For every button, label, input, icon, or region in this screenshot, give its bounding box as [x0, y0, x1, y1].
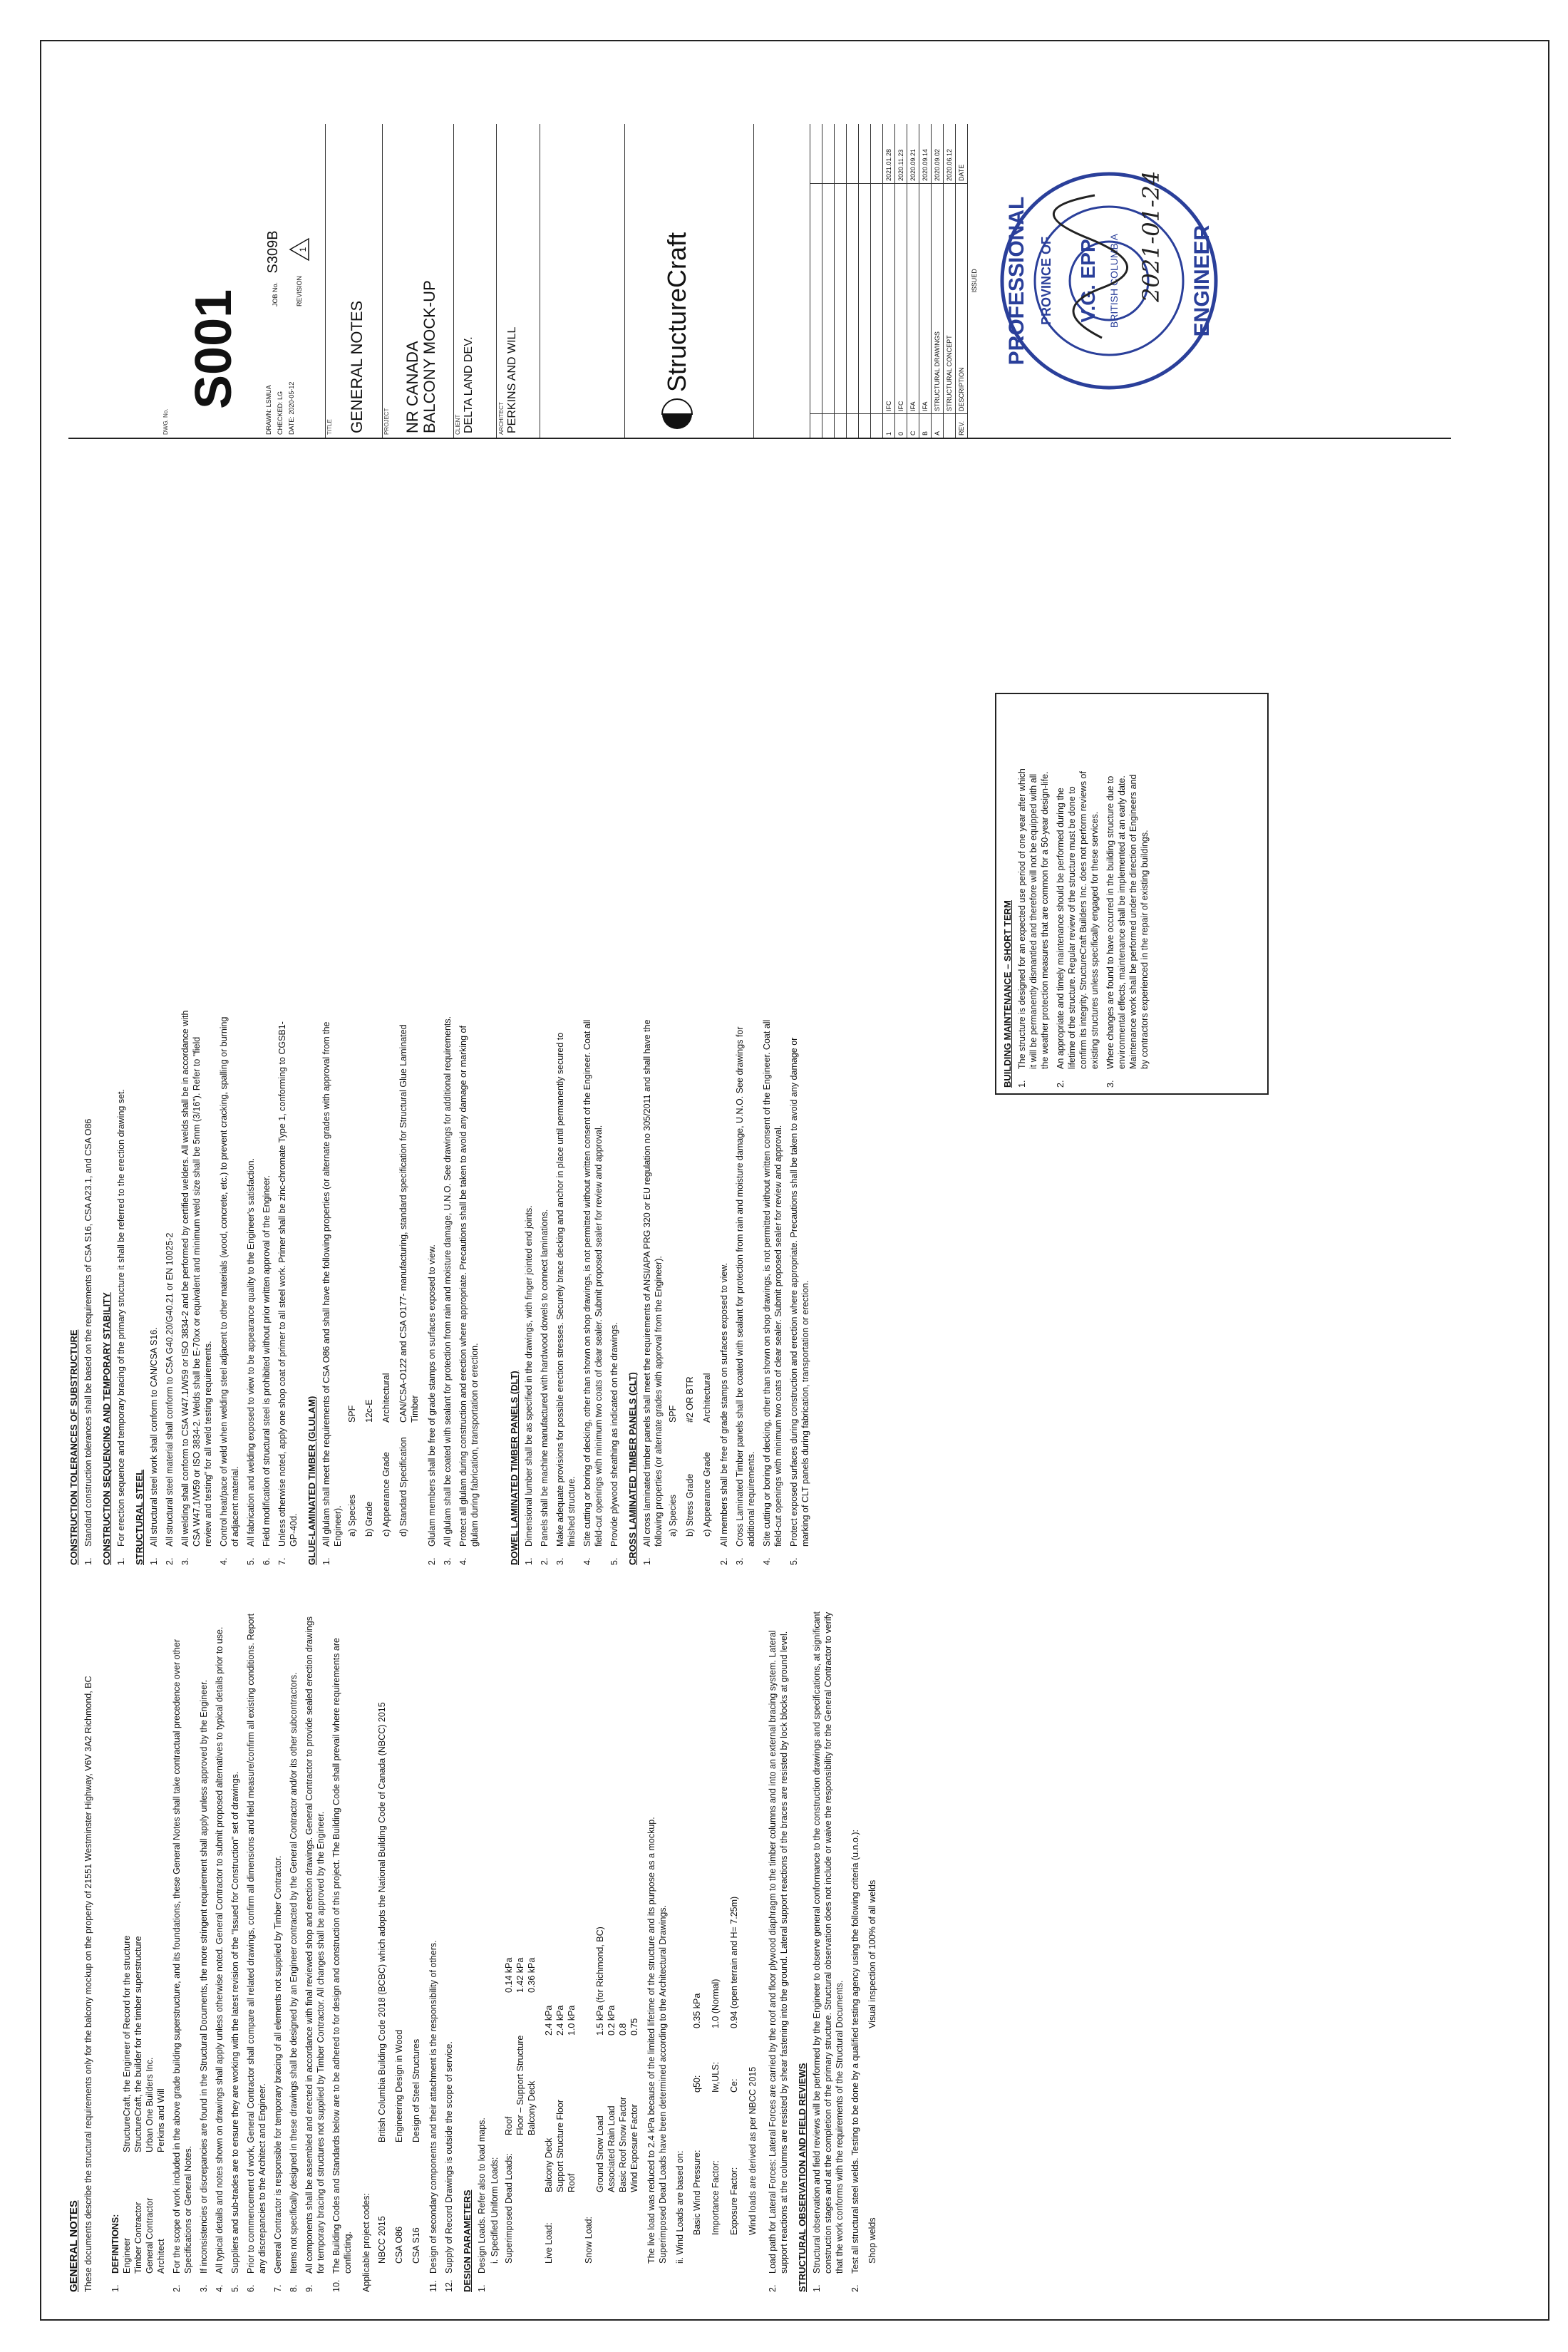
- steel-heading: STRUCTURAL STEEL: [134, 1469, 145, 1565]
- seal-bottom-text: ENGINEER: [1190, 225, 1214, 337]
- table-row: STRUCTURAL CONCEPT 2020.06.12: [944, 124, 956, 438]
- definitions-block: 1. DEFINITIONS: Engineer StructureCraft, the Engineer of Record for the structure Timber Contractor StructureCraft, the builder for the timber superstructure General Contractor Urban One Builders Inc. Architect Perkins and Will: [110, 1608, 167, 2292]
- load-path-item: 2. Load path for Lateral Forces: Lateral Forces are carried by the roof and floor plywood diaphragm to the timber columns and into an external bracing system. Lateral support reactions at the columns are resisted by shear fastening into the ground. Lateral support reactions of the braces are resisted by lock blocks at ground level.: [768, 1630, 789, 2292]
- steel-item: 2. All structural steel material shall conform to CSA G40.20/G40.21 or EN 10025-2: [165, 1232, 175, 1565]
- design-loads-item: 1. Design Loads. Refer also to load maps.: [477, 2118, 487, 2292]
- maintenance-heading: BUILDING MAINTENANCE – SHORT TERM: [1002, 900, 1013, 1088]
- maintenance-item: 3. Where changes are found to have occurred in the building structure due to environmental effects, maintenance shall be implemented at an early date. Maintenance work shall be performed under the direction of Engineers and by contractors experienced in the repair of existing buildings.: [1105, 774, 1150, 1088]
- dlt-item: 3. Make adequate provisions for possible erection stresses. Securely brace decking and anchor in place until permanently secured to finished structure.: [555, 1032, 577, 1565]
- clt-item: 1. All cross laminated timber panels shall meet the requirements of ANSI/APA PRG 320 or EU regulation no 305/2011 and shall have the following properties (or alternate grades with approval from the Engineer).: [642, 1019, 664, 1565]
- general-note-item: 12. Supply of Record Drawings is outside the scope of service.: [444, 2041, 454, 2292]
- clt-item: 3. Cross Laminated Timber panels shall be coated with sealant for protection from rain and moisture damage, U.N.O. See drawings for additional requirements.: [735, 1026, 756, 1565]
- clt-item: 4. Site cutting or boring of decking, other than shown on shop drawings, is not permitted without written consent of the Engineer. Coat all field-cut openings with minimum two coats of clear sealer. Submit proposed sealer for review and approval.: [762, 1019, 783, 1565]
- general-note-item: 5. Suppliers and sub-trades are to ensure they are working with the latest revision of the "Issued for Construction" set of drawings.: [230, 1771, 240, 2292]
- general-note-item: 8. Items not specifically designed in these drawings shall be designed by an Engineer contracted by the General Contractor and/or its other subcontractors.: [289, 1672, 299, 2292]
- drawn-by: LSMUA: [265, 385, 272, 408]
- client-box: CLIENT DELTA LAND DEV.: [453, 124, 497, 438]
- seal-date-text: 2021-01-24: [1138, 170, 1165, 302]
- project-box: PROJECT NR CANADA BALCONY MOCK-UP: [382, 124, 454, 438]
- clt-item: 2. All members shall be free of grade stamps on surfaces exposed to view.: [719, 1262, 729, 1565]
- drawing-number: S001: [185, 289, 242, 409]
- title-box: TITLE GENERAL NOTES: [325, 124, 383, 438]
- table-row: C IFA 2020.09.21: [907, 124, 919, 438]
- glulam-prop: d) Standard Specification CAN/CSA-O122 and CSA O177- manufacturing, standard specification for Structural Glue Laminated Timber: [398, 1024, 420, 1537]
- wind-row: Basic Wind Pressure: q50: 0.35 kPa: [692, 1993, 702, 2235]
- steel-item: 7. Unless otherwise noted, apply one shop coat of primer to all steel work. Primer shall be zinc-chromate Type 1, conforming to CGSB1-GP-40d.: [277, 1021, 299, 1565]
- definition-row: Timber Contractor StructureCraft, the builder for the timber superstructure: [133, 1936, 143, 2274]
- sdl-note: Superimposed Dead Loads have been determined according to the Architectural Drawings.: [658, 1904, 668, 2264]
- general-note-item: 11. Design of secondary components and their attachment is the responsibility of others.: [428, 1940, 438, 2292]
- live-load-group: Live Load: Balcony Deck 2.4 kPa Support Structure Floor 2.4 kPa Roof 1.0 kPa: [544, 2005, 577, 2264]
- clt-item: 5. Protect exposed surfaces during construction and erection where appropriate. Precautions shall be taken to avoid any damage or marking of CLT panels during fabrication, transportation or erection.: [789, 1037, 810, 1565]
- codes-heading: Applicable project codes:: [361, 2193, 371, 2292]
- sequencing-heading: CONSTRUCTION SEQUENCING AND TEMPORARY STABILITY: [101, 1292, 112, 1565]
- glulam-heading: GLUE-LAMINATED TIMBER (GLULAM): [306, 1396, 317, 1565]
- title-block: [68, 124, 1451, 439]
- glulam-item: 1. All glulam shall meet the requirements of CSA O86 and shall have the following properties (or alternate grades with approval from the Engineer).: [321, 1021, 343, 1565]
- dlt-heading: DOWEL LAMINATED TIMBER PANELS (DLT): [509, 1371, 520, 1565]
- design-parameters-heading: DESIGN PARAMETERS: [462, 2189, 473, 2292]
- architect-box: ARCHITECT PERKINS AND WILL: [496, 124, 540, 438]
- definitions-heading: DEFINITIONS:: [110, 2214, 120, 2274]
- revision-table: [810, 124, 981, 438]
- steel-item: 1. All structural steel work shall conform to CAN/CSA S16.: [149, 1327, 159, 1565]
- observation-heading: STRUCTURAL OBSERVATION AND FIELD REVIEWS: [797, 2063, 808, 2292]
- general-notes-heading: GENERAL NOTES: [68, 2200, 80, 2292]
- snow-load-group: Snow Load: Ground Snow Load 1.5 kPa (for Richmond, BC) Associated Rain Load 0.2 kPa Basic Roof Snow Factor 0.8 Wind Exposure Factor 0.75: [584, 1927, 639, 2264]
- revision-triangle-icon: [289, 237, 310, 262]
- table-row: B IFA 2020.09.14: [919, 124, 932, 438]
- wind-row: Exposure Factor: Ce: 0.94 (open terrain and H= 7.25m): [729, 1896, 739, 2235]
- seal-province-text: PROVINCE OF: [1039, 236, 1053, 326]
- dlt-item: 4. Site cutting or boring of decking, other than shown on shop drawings, is not permitted without written consent of the Engineer. Coat all field-cut openings with minimum two coats of clear sealer. Submit proposed sealer for review and approval.: [582, 1019, 604, 1565]
- seal-top-text: PROFESSIONAL: [1005, 196, 1028, 366]
- drawing-title: GENERAL NOTES: [348, 300, 366, 433]
- glulam-prop: a) Species SPF: [347, 1405, 357, 1537]
- definition-row: Engineer StructureCraft, the Engineer of Record for the structure: [122, 1935, 132, 2274]
- dlt-item: 2. Panels shall be machine manufactured with hardwood dowels to connect laminations.: [540, 1209, 550, 1565]
- code-row: NBCC 2015 British Columbia Building Code 2018 (BCBC) which adopts the National Building Code of Canada (NBCC) 2015: [377, 1702, 387, 2264]
- observation-item: 2. Test all structural steel welds. Testing to be done by a qualified testing agency using the following criteria (u.n.o.):: [850, 1829, 860, 2292]
- seal-bc-text: BRITISH COLUMBIA: [1108, 233, 1120, 329]
- glulam-prop: c) Appearance Grade Architectural: [381, 1373, 391, 1537]
- definition-row: Architect Perkins and Will: [156, 2088, 166, 2274]
- general-note-item: 9. All components shall be assembled and erected in accordance with final reviewed shop and erection drawings. General Contractor to provide sealed erection drawings for temporary bracing of structures not supplied by Timber Contractor. All changes shall be approved by the Engineer.: [304, 1616, 326, 2292]
- table-row: 1 IFC 2021.01.28: [883, 124, 895, 438]
- wind-loads-label: ii. Wind Loads are based on:: [675, 2150, 685, 2264]
- stamp-wrapper: [995, 145, 1223, 416]
- client-value: DELTA LAND DEV.: [463, 336, 475, 433]
- company-logo-icon: [661, 398, 693, 430]
- checked-by: LG: [277, 391, 284, 400]
- company-block: [624, 124, 754, 438]
- general-note-item: 3. If inconsistencies or discrepancies are found in the Structural Documents, the more stringent requirement shall apply unless approved by the Engineer.: [199, 1679, 209, 2292]
- clt-prop: b) Stress Grade #2 OR BTR: [685, 1376, 695, 1537]
- glulam-item: 2. Glulam members shall be free of grade stamps on surfaces exposed to view.: [427, 1244, 437, 1565]
- issued-label: ISSUED: [971, 269, 978, 293]
- observation-item: 1. Structural observation and field reviews will be performed by the Engineer to observe general conformance to the construction drawings and specifications, at significant construction stages and at the completion of the primary structure. Structural observation does not include or waive the responsibility for the General Contractor to verify that the work conforms with the requirements of the Structural Documents.: [812, 1611, 845, 2292]
- svg-text:1: 1: [298, 247, 308, 252]
- table-row: 0 IFC 2020.11.23: [895, 124, 907, 438]
- glulam-item: 3. All glulam shall be coated with sealant for protection from rain and moisture damage, U.N.O. See drawings for additional requirements.: [443, 1016, 453, 1565]
- dwg-box: DWG. No. S001: [161, 124, 261, 438]
- project-line1: NR CANADA: [403, 341, 421, 433]
- general-note-item: 2. For the scope of work included in the above grade building superstructure, and its foundations, these General Notes shall take contractual precedence over other Specifications or General Notes.: [172, 1639, 193, 2292]
- glulam-item: 4. Protect all glulam during construction and erection where appropriate. Precautions shall be taken to avoid any damage or marking of glulam during fabrication, transportation or erection.: [458, 1026, 480, 1565]
- engineer-seal: [995, 145, 1223, 416]
- steel-item: 4. Control heat/pace of weld when welding steel adjacent to other materials (wood, concrete, etc.) to prevent cracking, spalling or burning of adjacent material.: [219, 1016, 240, 1565]
- sdl-group: Superimposed Dead Loads: Roof 0.14 kPa Floor – Support Structure 1.42 kPa Balcony Deck 0.36 kPa: [504, 1957, 537, 2264]
- rotated-drawing-content: [68, 125, 1451, 2306]
- maintenance-item: 2. An appropriate and timely maintenance should be performed during the lifetime of the structure. Regular review of the structure must be done to confirm its integrity. StructureCraft Builders Inc. does not perform reviews of existing structures unless specifically engaged for these services.: [1056, 771, 1100, 1088]
- project-line2: BALCONY MOCK-UP: [421, 280, 438, 433]
- uniform-loads-label: i. Specified Uniform Loads:: [490, 2157, 500, 2264]
- tolerances-heading: CONSTRUCTION TOLERANCES OF SUBSTRUCTURE: [68, 1329, 79, 1565]
- maintenance-notes: [1002, 767, 1155, 1088]
- general-note-item: 10. The Building Codes and Standards below are to be adhered to for design and construction of this project. The Building Code shall prevail where requirements are conflicting.: [331, 1638, 353, 2292]
- code-row: CSA O86 Engineering Design in Wood: [394, 2029, 404, 2264]
- table-row: A STRUCTURAL DRAWINGS 2020.09.02: [932, 124, 944, 438]
- maintenance-item: 1. The structure is designed for an expected use period of one year after which it will be permanently dismantled and therefore will not be equipped with all the weather protection measures that are common for a 50-year design-life.: [1017, 768, 1050, 1088]
- seal-name-text: V.G. EPP: [1077, 239, 1099, 323]
- general-note-item: 6. Prior to commencement of work, General Contractor shall compare all related drawings, confirm all dimensions and field measure/confirm all existing conditions. Report any discrepancies to the Architect and Engineer.: [246, 1613, 267, 2292]
- clt-heading: CROSS LAMINATED TIMBER PANELS (CLT): [627, 1372, 638, 1565]
- sequencing-item: 1. For erection sequence and temporary bracing of the primary structure it shall be referred to the erection drawing set.: [116, 1089, 126, 1565]
- wind-note: Wind loads are derived as per NBCC 2015: [748, 2066, 758, 2235]
- tolerances-item: 1. Standard construction tolerances shall be based on the requirements of CSA S16, CSA A23.1, and CSA O86: [83, 1118, 93, 1565]
- column-construction-notes: [68, 1009, 815, 1565]
- architect-value: PERKINS AND WILL: [506, 326, 518, 433]
- clt-prop: a) Species SPF: [668, 1405, 678, 1537]
- job-number: S309B: [265, 230, 281, 274]
- glulam-prop: b) Grade 12c-E: [364, 1399, 374, 1537]
- general-note-item: 7. General Contractor is responsible for temporary bracing of all elements not supplied by Timber Contractor.: [273, 1855, 283, 2292]
- shop-welds-row: Shop welds Visual inspection of 100% of all welds: [867, 1879, 877, 2264]
- column-general-notes: [68, 1608, 878, 2292]
- wind-row: Importance Factor: Iw,ULS: 1.0 (Normal): [711, 1979, 721, 2235]
- general-notes-intro: These documents describe the structural requirements only for the balcony mockup on the property of 21551 Westminster Highway, V6V 3A2 Richmond, BC: [83, 1676, 93, 2292]
- table-header: REV. DESCRIPTION DATE: [956, 124, 968, 438]
- general-note-item: 4. All typical details and notes shown on drawings shall apply unless otherwise noted. General Contractor to submit proposed alternatives to typical details prior to use.: [215, 1626, 225, 2292]
- steel-item: 3. All welding shall conform to CSA W47.1/W59 or ISO 3834-2 and be performed by certified welders. All welds shall be in accordance with CSA W47.1/W59 or ISO 3834-2. Welds shall be E-70xx or equivalent and minimum weld size shall be 5mm (3/16"). Refer to "field review and testing" for all weld testing requirements.: [180, 1010, 213, 1565]
- dlt-item: 5. Provide plywood sheathing as indicated on the drawings.: [609, 1322, 619, 1565]
- code-row: CSA S16 Design of Steel Structures: [411, 2038, 421, 2264]
- drawing-date: 2020-05-12: [288, 381, 295, 415]
- steel-item: 6. Field modification of structural steel is prohibited without prior written approval of the Engineer.: [262, 1175, 272, 1565]
- company-name: StructureCraft: [662, 232, 691, 392]
- definition-row: General Contractor Urban One Builders Inc.: [145, 2057, 155, 2274]
- dlt-item: 1. Dimensional lumber shall be as specified in the drawings, with finger jointed end joints.: [524, 1205, 534, 1565]
- steel-item: 5. All fabrication and welding exposed to view to be appearance quality to the Engineer's satisfaction.: [246, 1157, 256, 1565]
- info-box: DRAWN: LSMUA CHECKED: LG DATE: 2020-05-12 JOB No. S309B REVISION 1: [261, 124, 326, 438]
- live-load-note: The live load was reduced to 2.4 kPa because of the limited lifetime of the structure and its purpose as a mockup.: [646, 1817, 656, 2264]
- clt-prop: c) Appearance Grade Architectural: [702, 1373, 712, 1537]
